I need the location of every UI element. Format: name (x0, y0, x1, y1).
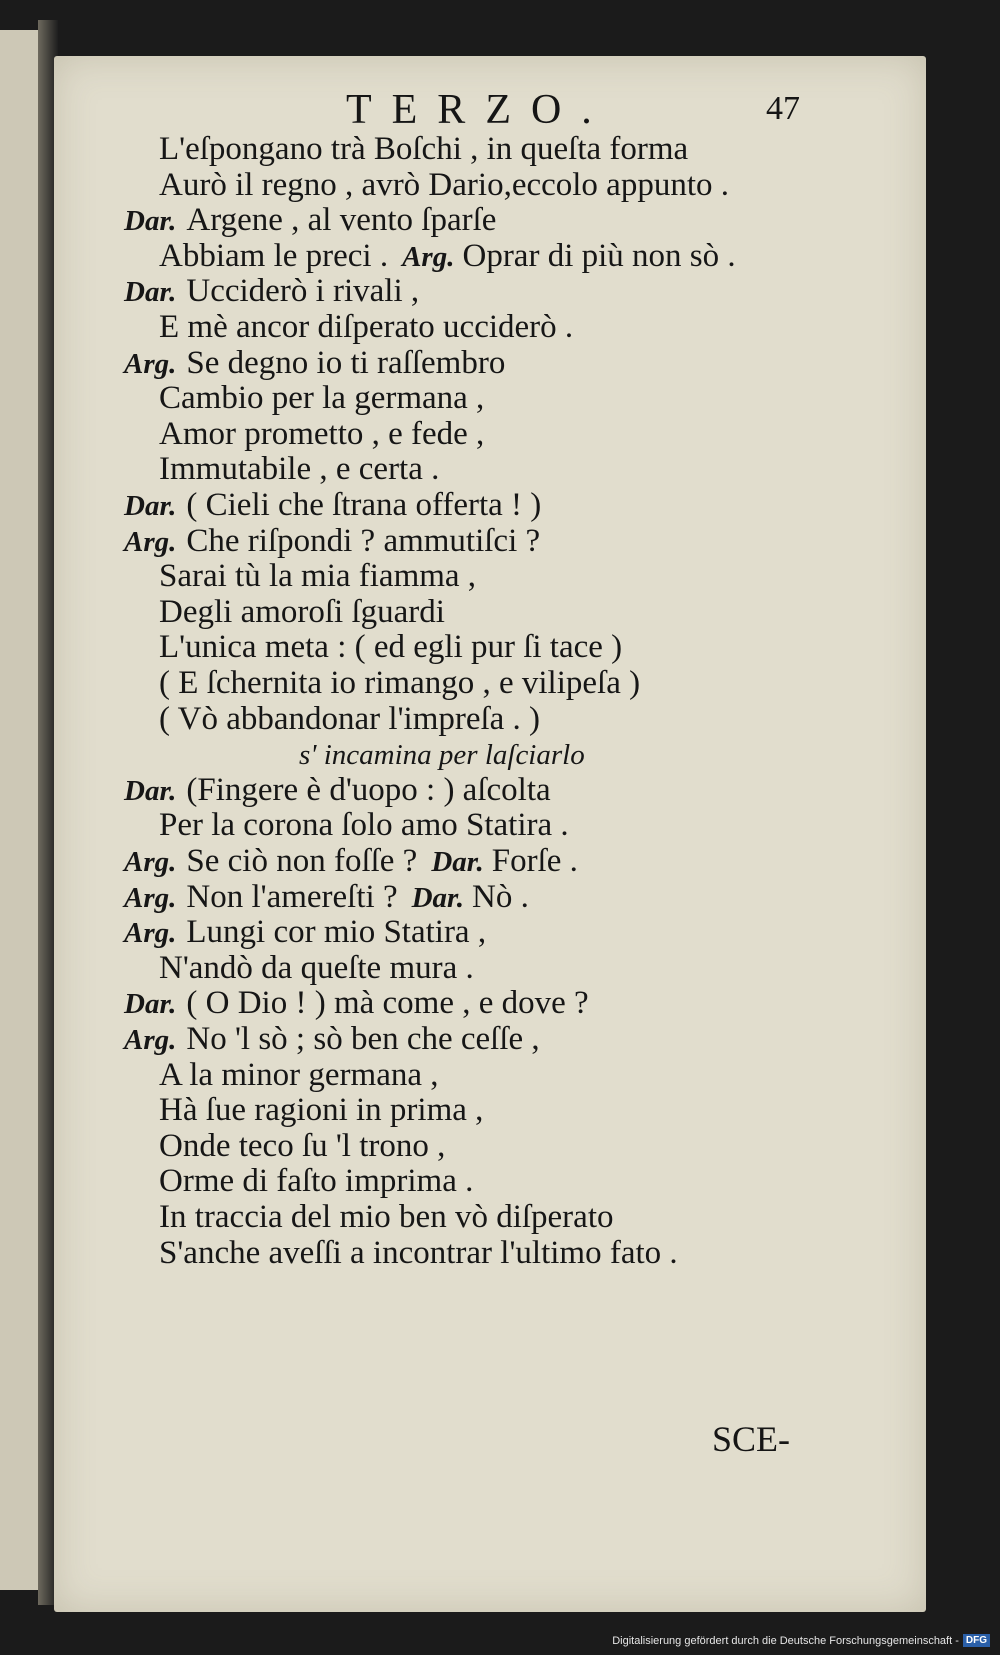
speaker-label: Dar. (124, 774, 177, 807)
line-text: L'eſpongano trà Boſchi , in queſta forma (159, 131, 689, 167)
verse-line (159, 1163, 473, 1200)
line-text: In traccia del mio ben vò diſperato (159, 1199, 614, 1235)
footer-credit: Digitalisierung gefördert durch die Deutsche Forschungsgemeinschaft - (612, 1634, 959, 1647)
line-text: Forſe . (491, 843, 578, 879)
line-text: Sarai tù la mia fiamma , (159, 558, 477, 595)
line-text: Onde teco ſu 'l trono , (159, 1127, 446, 1164)
speaker-label: Arg. (124, 881, 177, 914)
speaker-label: Dar. (124, 988, 177, 1021)
verse-line (159, 309, 573, 346)
verse-line (159, 701, 540, 738)
speaker-label: Arg. (124, 347, 177, 380)
verse-line (124, 202, 496, 239)
verse-line (159, 451, 439, 488)
digitization-footer (612, 1634, 990, 1647)
verse-line (124, 985, 589, 1022)
verse-line (159, 1199, 614, 1236)
page-header (54, 86, 926, 136)
line-text: Hà ſue ragioni in prima , (159, 1092, 484, 1129)
verse-line (159, 416, 484, 453)
line-text: Degli amoroſi ſguardi (159, 593, 445, 630)
line-text: ( E ſchernita io rimango , e vilipeſa ) (159, 665, 641, 701)
line-text: A la minor germana , (159, 1056, 439, 1093)
verse-line (159, 807, 569, 844)
line-text: Oprar di più non sò . (462, 237, 736, 274)
verse-line (159, 665, 640, 702)
line-text: ( O Dio ! ) mà come , e dove ? (186, 985, 589, 1022)
verse-line (124, 1021, 540, 1058)
verse-line (124, 879, 529, 916)
line-text: Orme di faſto imprima . (159, 1163, 474, 1200)
catchword: SCE- (712, 1419, 791, 1459)
dfg-logo: DFG (963, 1634, 990, 1647)
verse-line (159, 380, 484, 417)
line-text: N'andò da queſte mura . (159, 949, 474, 986)
page-number: 47 (766, 90, 800, 127)
line-text: Immutabile , e certa . (159, 451, 440, 488)
line-text: Amor prometto , e fede , (159, 415, 485, 452)
line-text: Aurò il regno , avrò Dario,eccolo appunto . (159, 166, 729, 203)
speaker-label: Arg. (124, 846, 177, 878)
speaker-label: Dar. (124, 276, 177, 309)
verse-line (159, 167, 729, 204)
line-text: ( Vò abbandonar l'impreſa . ) (159, 700, 541, 737)
line-text: Cambio per la germana , (159, 380, 485, 417)
speaker-label: Arg. (124, 917, 177, 950)
verse-line (159, 594, 445, 631)
line-text: Non l'amereſti ? (186, 878, 398, 915)
speaker-label: Arg. (124, 1024, 177, 1056)
line-text: E mè ancor diſperato ucciderò . (159, 309, 574, 345)
speaker-label: Arg. (402, 240, 455, 273)
verse-line (159, 1235, 678, 1272)
line-text: Lungi cor mio Statira , (186, 914, 487, 951)
verse-line (124, 914, 486, 951)
verse-line (124, 843, 578, 880)
line-text: Se ciò non foſſe ? (186, 843, 418, 879)
verse-line (159, 950, 474, 987)
line-text: Nò . (471, 878, 529, 915)
verse-line (159, 558, 476, 595)
speaker-label: Dar. (411, 881, 464, 914)
speaker-label: Dar. (124, 205, 177, 238)
line-text: Argene , al vento ſparſe (186, 202, 497, 239)
line-text: Ucciderò i rivali , (186, 273, 420, 310)
speaker-label: Arg. (124, 525, 177, 558)
verse-line (159, 1092, 483, 1129)
stage-direction: s' incamina per laſciarlo (299, 739, 585, 772)
verse-line (159, 1128, 445, 1165)
line-text: Abbiam le preci . (159, 237, 389, 274)
verse-line (299, 736, 585, 773)
verse-line (124, 523, 540, 560)
line-text: Per la corona ſolo amo Statira . (159, 807, 569, 844)
running-title: TERZO. (346, 87, 612, 133)
line-text: Che riſpondi ? ammutiſci ? (186, 522, 541, 559)
verse-line (124, 345, 505, 382)
verse-line (159, 629, 622, 666)
line-text: S'anche aveſſi a incontrar l'ultimo fato . (159, 1234, 678, 1271)
verse-line (159, 238, 736, 275)
verse-line (159, 1057, 439, 1094)
line-text: (Fingere è d'uopo : ) aſcolta (186, 771, 551, 808)
line-text: Se degno io ti raſſembro (186, 344, 506, 381)
verse-line (159, 131, 688, 168)
verse-line (124, 487, 541, 524)
speaker-label: Dar. (431, 846, 484, 878)
verse-line (124, 772, 551, 809)
line-text: No 'l sò ; sò ben che ceſſe , (186, 1021, 540, 1057)
line-text: ( Cieli che ſtrana offerta ! ) (186, 487, 542, 523)
speaker-label: Dar. (124, 490, 177, 522)
book-page (54, 56, 926, 1612)
verse-line (124, 273, 419, 310)
line-text: L'unica meta : ( ed egli pur ſi tace ) (159, 629, 623, 666)
